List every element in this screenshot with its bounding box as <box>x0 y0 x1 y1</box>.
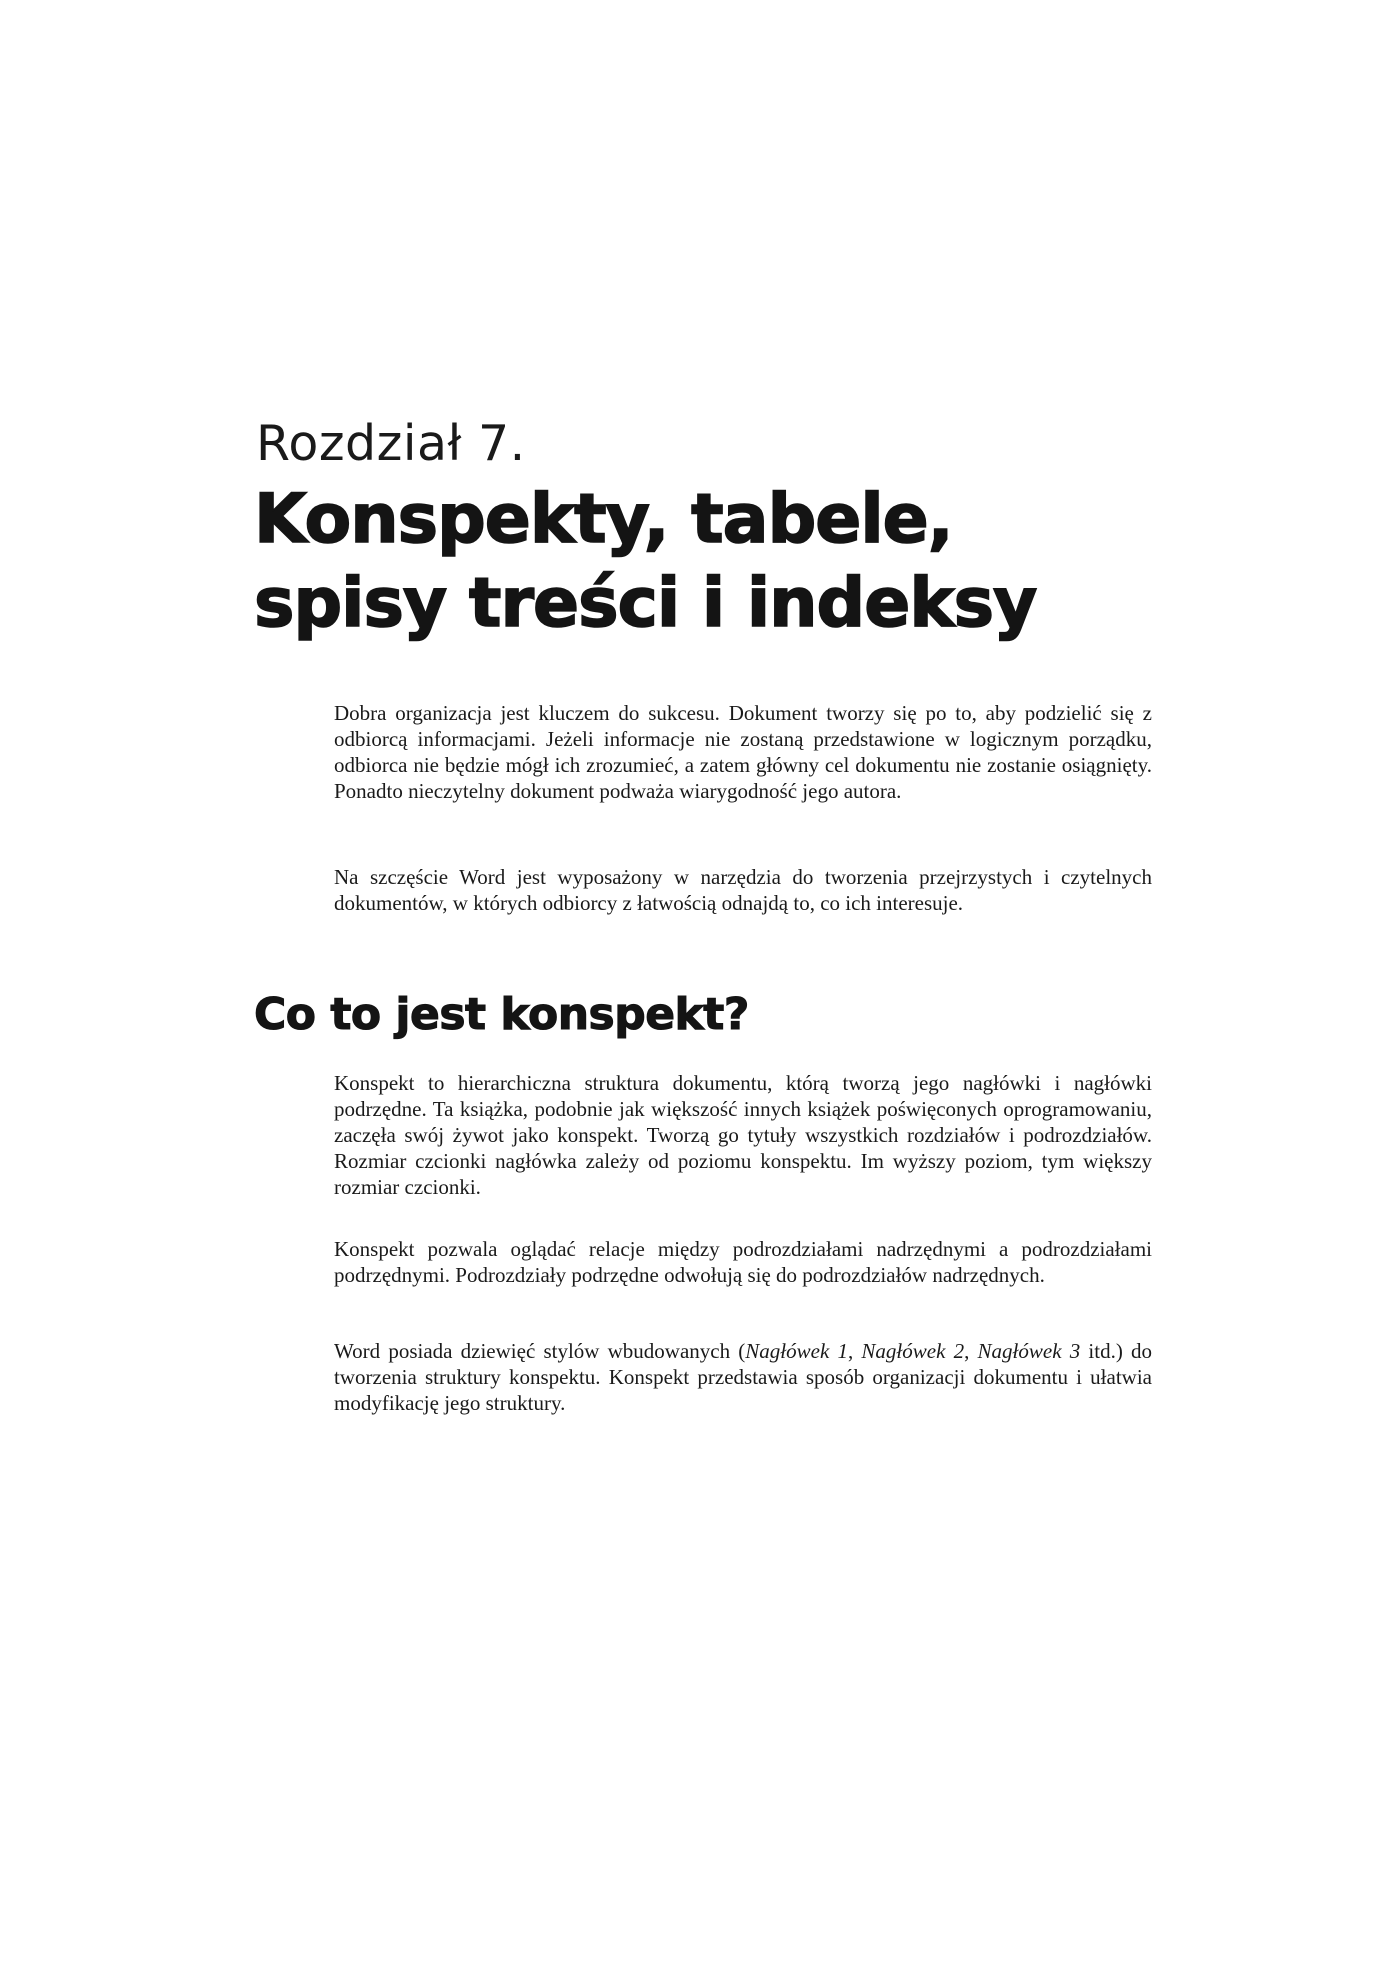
section-paragraph-3 <box>334 1338 1152 1416</box>
section-paragraph-2: Konspekt pozwala oglądać relacje między podrozdziałami nadrzędnymi a podrozdziałami podrzędnymi. Podrozdziały podrzędne odwołują się do podrozdziałów nadrzędnych. <box>334 1237 1152 1287</box>
style-name-heading-3: Nagłówek 3 <box>977 1339 1081 1363</box>
chapter-title-line-2: spisy treści i indeksy <box>254 564 1037 643</box>
section-paragraph-3-text-a: Word posiada dziewięć stylów wbudowanych ( <box>334 1339 746 1363</box>
chapter-number: Rozdział 7. <box>256 415 526 472</box>
section-paragraph-1: Konspekt to hierarchiczna struktura dokumentu, którą tworzą jego nagłówki i nagłówki podrzędne. Ta książka, podobnie jak większość innych książek poświęconych oprogramowaniu, zaczęła swój żywot jako konspekt. Tworzą go tytuły wszystkich rozdziałów i podrozdziałów. Rozmiar czcionki nagłówka zależy od poziomu konspektu. Im wyższy poziom, tym większy rozmiar czcionki. <box>334 1071 1152 1199</box>
separator-2: , <box>964 1339 978 1363</box>
intro-paragraph-2: Na szczęście Word jest wyposażony w narzędzia do tworzenia przejrzystych i czytelnych dokumentów, w których odbiorcy z łatwością odnajdą to, co ich interesuje. <box>334 865 1152 915</box>
section-paragraph-3-text-b: itd.) do tworzenia struktury konspektu. Konspekt przedstawia sposób organizacji dokumentu i ułatwia modyfikację jego struktury. <box>334 1339 1153 1415</box>
style-name-heading-1: Nagłówek 1 <box>745 1339 848 1363</box>
chapter-title <box>254 478 1254 646</box>
chapter-title-line-1: Konspekty, tabele, <box>254 480 953 559</box>
section-heading: Co to jest konspekt? <box>254 989 749 1040</box>
style-name-heading-2: Nagłówek 2 <box>861 1339 965 1363</box>
intro-paragraph-1: Dobra organizacja jest kluczem do sukcesu. Dokument tworzy się po to, aby podzielić się z odbiorcą informacjami. Jeżeli informacje nie zostaną przedstawione w logicznym porządku, odbiorca nie będzie mógł ich zrozumieć, a zatem główny cel dokumentu nie zostanie osiągnięty. Ponadto nieczytelny dokument podważa wiarygodność jego autora. <box>334 701 1152 803</box>
separator-1: , <box>847 1339 862 1363</box>
